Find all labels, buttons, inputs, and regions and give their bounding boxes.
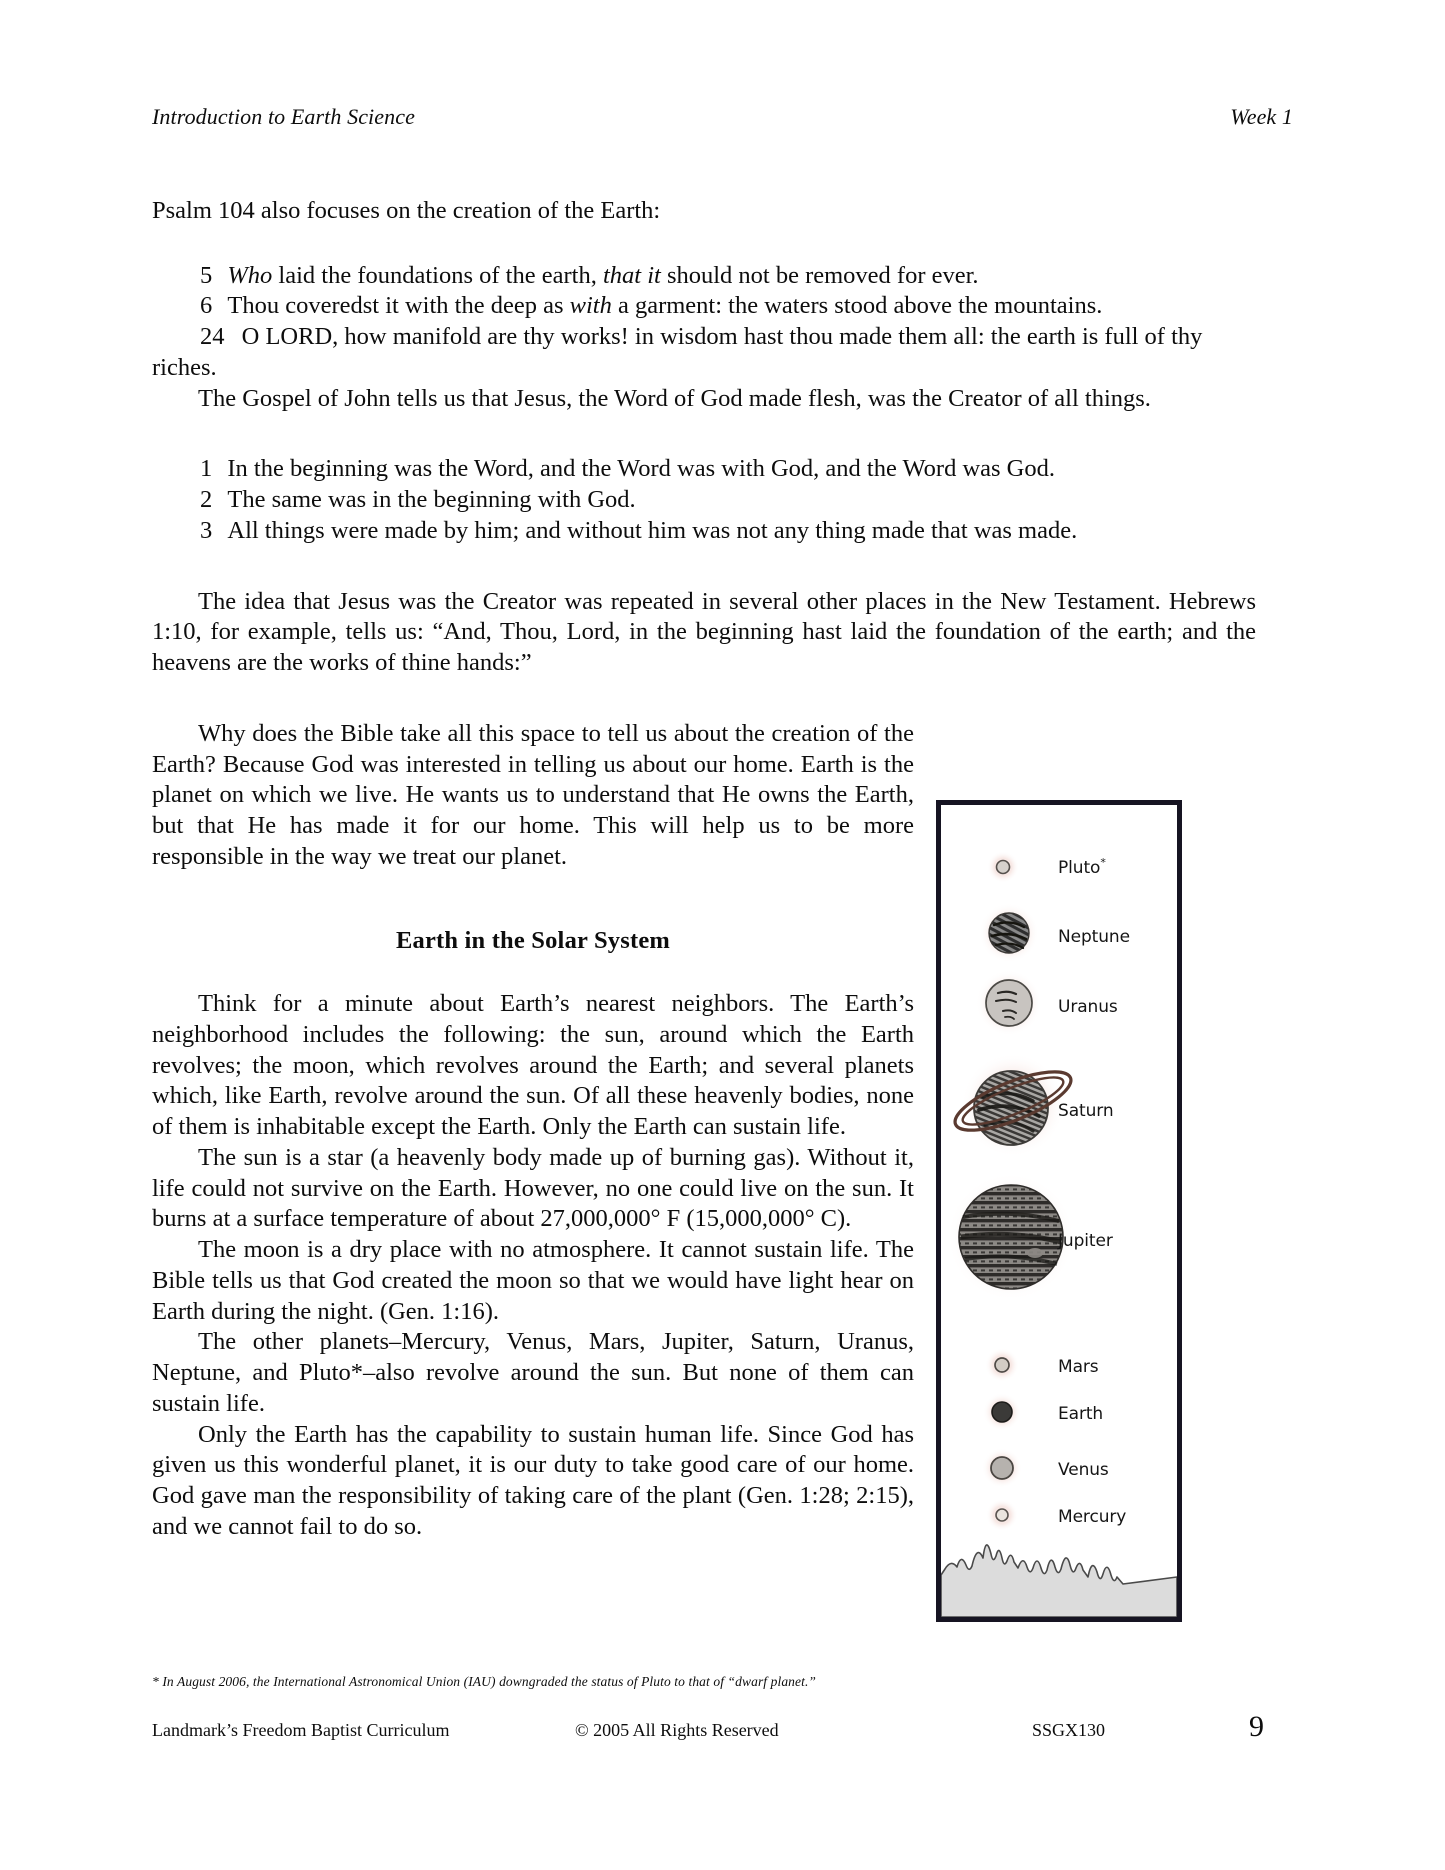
verse-italic-thatit: that it [602, 261, 661, 289]
planet-neptune-icon [979, 903, 1039, 963]
verse-text-mid: laid the foundations of the earth, [272, 261, 603, 289]
john-quote-block [152, 454, 1256, 546]
verse-number: 2 [200, 486, 213, 514]
planet-label-neptune: Neptune [1058, 927, 1130, 947]
sun-paragraph: The sun is a star (a heavenly body made up of burning gas). Without it, life could not survive on the Earth. However, no one could live on the sun. It burns at a surface temperature of about 27,000,000° F (15,000,000° C). [152, 1143, 914, 1233]
verse-number: 24 [200, 323, 225, 351]
verse-text: O LORD, how manifold are thy works! in wisdom hast thou made them all: the earth is full of thy riches. [152, 323, 1203, 381]
verse-number: 1 [200, 455, 213, 483]
planet-pluto-icon [987, 851, 1019, 883]
spacer [152, 414, 1256, 454]
verse-text-post: should not be removed for ever. [660, 261, 979, 289]
verse-text-pre: Thou coveredst it with the deep as [227, 292, 570, 320]
planet-label-mars: Mars [1058, 1357, 1099, 1377]
verse-john-2 [152, 485, 1256, 516]
verse-number: 6 [200, 292, 213, 320]
verse-text: All things were made by him; and without him was not any thing made that was made. [227, 516, 1078, 544]
section-heading-earth-in-the-solar-system: Earth in the Solar System [395, 927, 671, 955]
john-intro-paragraph: The Gospel of John tells us that Jesus, the Word of God made flesh, was the Creator of all things. [198, 384, 1151, 412]
ground-silhouette-icon [941, 1545, 1177, 1617]
planet-earth-icon [983, 1393, 1021, 1431]
running-head-right: Week 1 [1230, 104, 1293, 129]
verse-italic-with: with [569, 292, 612, 320]
verse-psalm-24 [152, 322, 1256, 383]
running-head-left: Introduction to Earth Science [152, 104, 415, 129]
verse-text: In the beginning was the Word, and the Word was with God, and the Word was God. [227, 455, 1056, 483]
verse-psalm-6 [152, 291, 1256, 322]
verse-john-3 [152, 516, 1256, 547]
footer-copyright: © 2005 All Rights Reserved [575, 1720, 779, 1740]
planet-mercury-icon [986, 1499, 1018, 1531]
verse-text-post: a garment: the waters stood above the mountains. [611, 292, 1103, 320]
spacer [152, 227, 1256, 261]
page-number: 9 [1249, 1710, 1264, 1743]
figure-inner [941, 805, 1177, 1617]
psalm-intro: Psalm 104 also focuses on the creation of the Earth: [152, 197, 661, 224]
verse-text: The same was in the beginning with God. [227, 486, 636, 514]
why-bible-paragraph: Why does the Bible take all this space to tell us about the creation of the Earth? Because God was interested in telling us about our home. Earth is the planet on which we live. He wants us to understand that He owns the Earth, but that He has made it for our home. This will help us to be more responsible in the way we treat our planet. [152, 719, 914, 870]
verse-number: 3 [200, 516, 213, 544]
planet-venus-icon [982, 1448, 1022, 1488]
psalm-quote-block [152, 261, 1256, 384]
planet-uranus-icon [976, 970, 1042, 1036]
page-footer [152, 1710, 1264, 1750]
planet-label-mercury: Mercury [1058, 1507, 1127, 1527]
verse-number: 5 [200, 261, 213, 289]
footnote-pluto: * In August 2006, the International Astronomical Union (IAU) downgraded the status of Pluto to that of “dwarf planet.” [152, 1674, 817, 1689]
verse-john-1 [152, 454, 1256, 485]
verse-italic-who: Who [227, 261, 273, 289]
moon-paragraph: The moon is a dry place with no atmosphere. It cannot sustain life. The Bible tells us that God created the moon so that we would have light hear on Earth during the night. (Gen. 1:16). [152, 1236, 914, 1325]
solar-system-figure [936, 800, 1182, 1622]
planet-label-pluto: Pluto* [1058, 856, 1106, 878]
planet-label-earth: Earth [1058, 1404, 1104, 1424]
verse-psalm-5 [152, 261, 1256, 292]
planet-mars-icon [985, 1348, 1019, 1382]
planet-label-jupiter: Jupiter [1058, 1231, 1113, 1251]
planet-label-venus: Venus [1058, 1460, 1109, 1480]
neighbors-paragraph: Think for a minute about Earth’s nearest neighbors. The Earth’s neighborhood includes the following: the sun, around which the Earth revolves; the moon, which revolves around the Earth; and several planets which, like Earth, revolve around the sun. Of all these heavenly bodies, none of them is inhabitable except the Earth. Only the Earth can sustain life. [152, 990, 914, 1141]
planet-label-saturn: Saturn [1058, 1101, 1114, 1121]
hebrews-paragraph: The idea that Jesus was the Creator was repeated in several other places in the New Testament. Hebrews 1:10, for example, tells us: “And, Thou, Lord, in the beginning hast laid the foundation of the earth; and the heavens are the works of thine hands:” [152, 587, 1256, 677]
running-head [152, 104, 1293, 130]
planet-jupiter-icon [947, 1173, 1075, 1301]
footer-product-code: SSGX130 [1032, 1720, 1106, 1740]
spacer [152, 679, 1256, 719]
pluto-footnote-marker: * [1100, 856, 1106, 870]
duty-paragraph: Only the Earth has the capability to sustain human life. Since God has given us this wonderful planet, it is our duty to take good care of our home. God gave man the responsibility of taking care of the plant (Gen. 1:28; 2:15), and we cannot fail to do so. [152, 1420, 914, 1540]
footer-curriculum-name: Landmark’s Freedom Baptist Curriculum [152, 1720, 450, 1740]
planet-label-uranus: Uranus [1058, 997, 1118, 1017]
planets-paragraph: The other planets–Mercury, Venus, Mars, Jupiter, Saturn, Uranus, Neptune, and Pluto*–also revolve around the sun. But none of them can sustain life. [152, 1328, 914, 1417]
spacer [152, 547, 1256, 587]
